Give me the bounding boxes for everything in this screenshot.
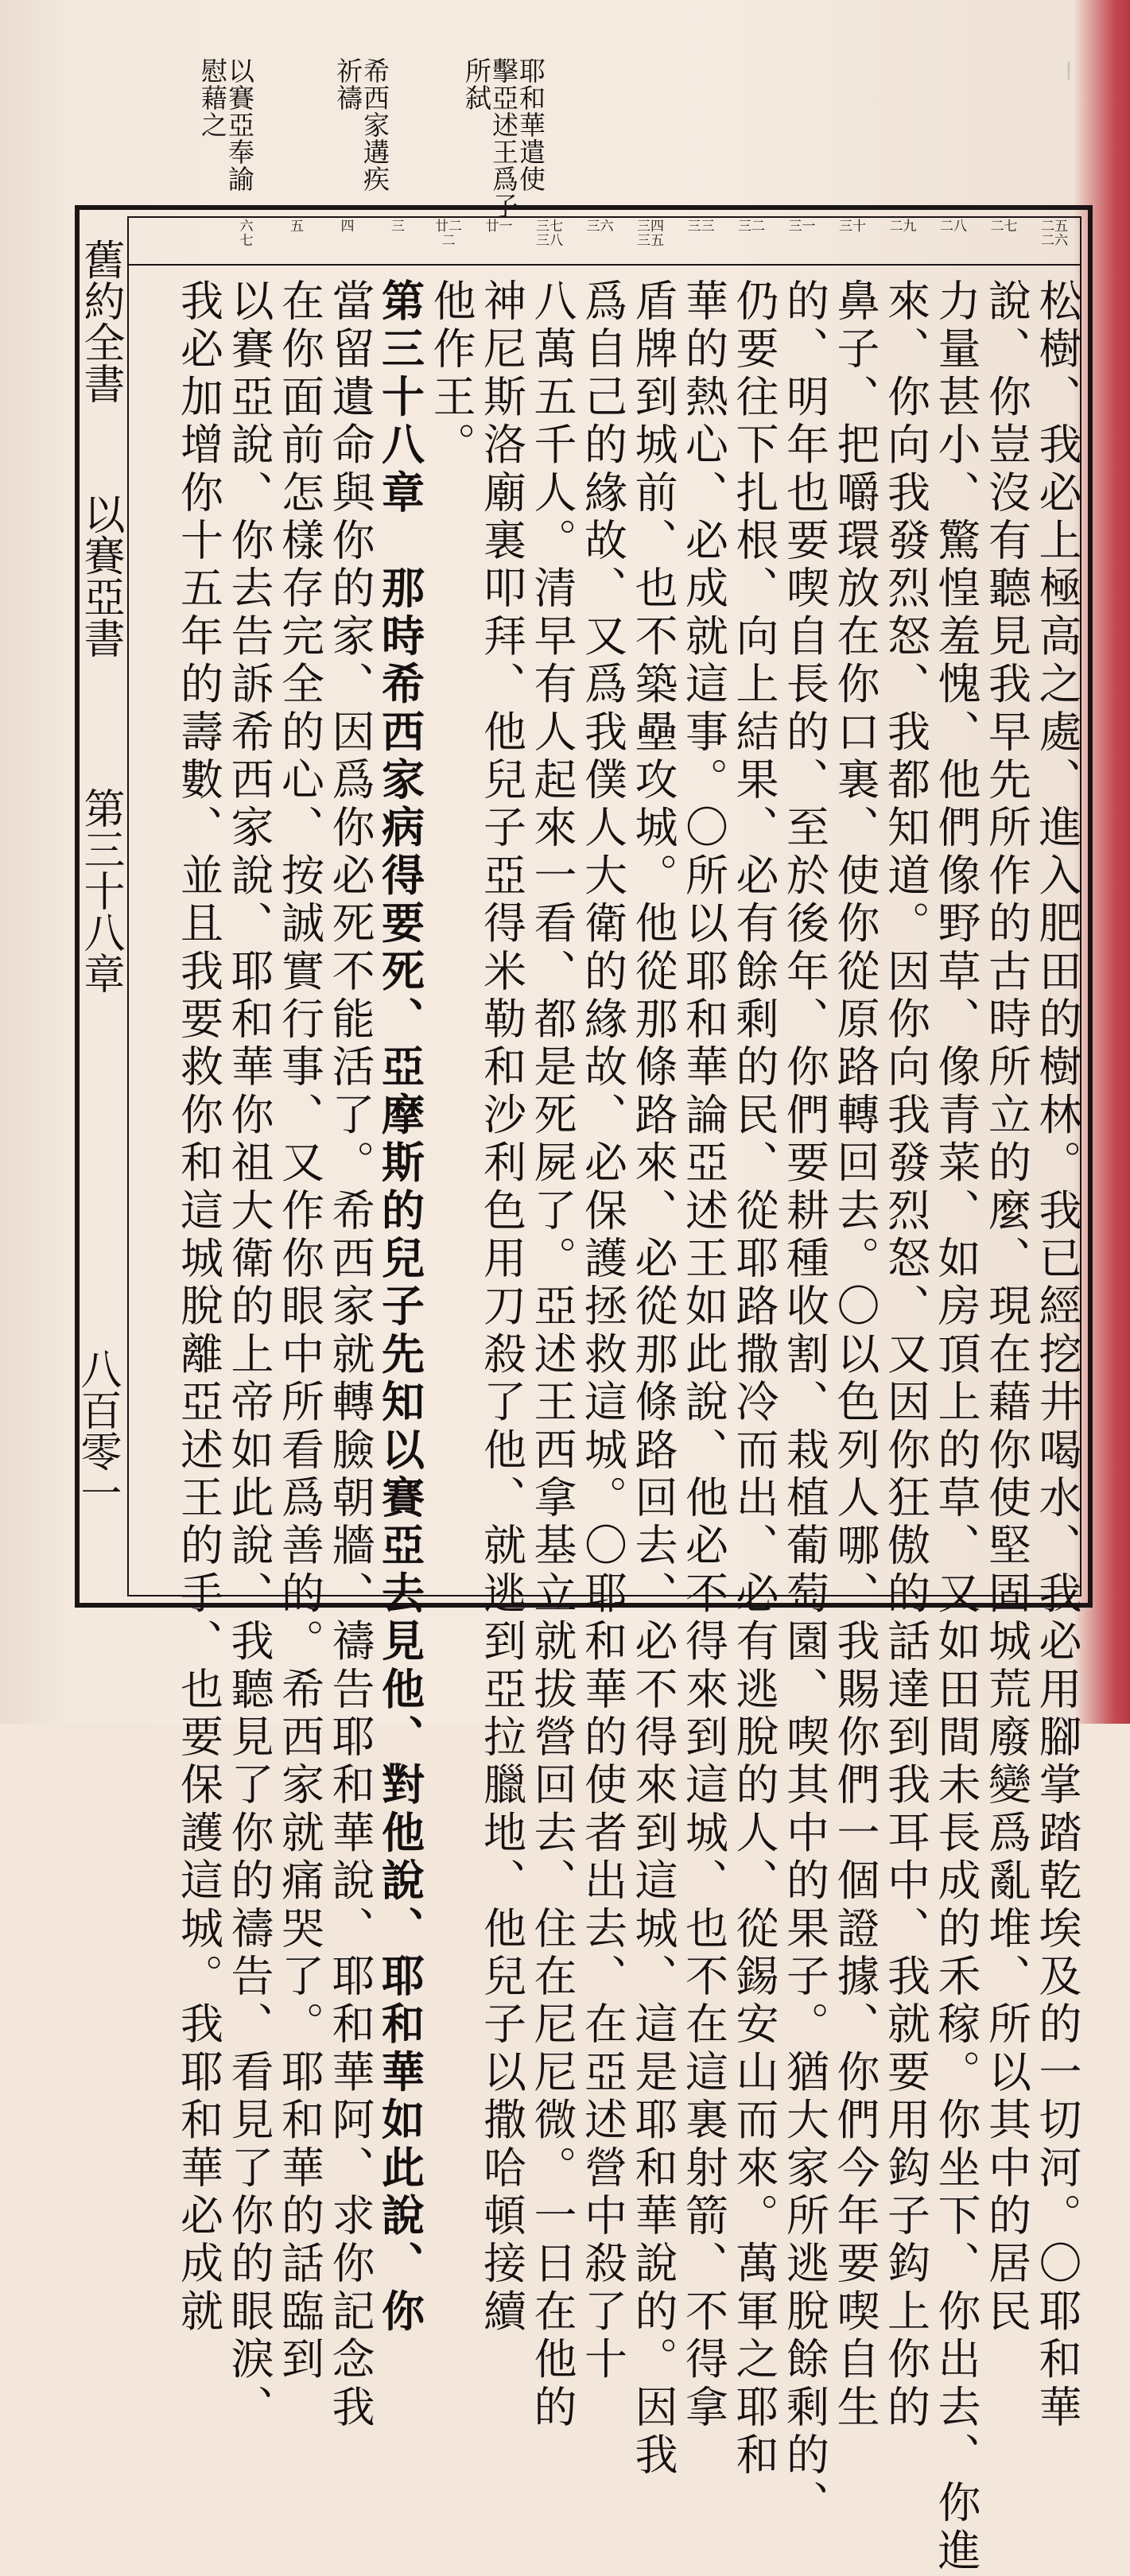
text-column: 以賽亞說、你去告訴希西家說、耶和華你祖大衛的上帝如此說、我聽見了你的禱告、看見了你的眼淚、 <box>224 278 274 2432</box>
verse-number: 二五 二六 <box>1041 219 1068 249</box>
text-column: 第三十八章 那時希西家病得要死、亞摩斯的兒子先知以賽亞去見他、對他說、耶和華如此說、你 <box>375 278 426 2337</box>
text-column: 爲自己的緣故、又爲我僕人大衛的緣故、必保護拯救這城。〇耶和華的使者出去、在亞述營中殺了十 <box>577 278 628 2384</box>
verse-number: 三四 三五 <box>637 219 664 249</box>
verse-number: 二七 <box>990 219 1018 235</box>
text-column: 在你面前怎樣存完全的心、按誠實行事、又作你眼中所看爲善的。希西家就痛哭了。耶和華的話臨到 <box>274 278 325 2384</box>
text-column: 松樹、我必上極高之處、進入肥田的樹林。我已經挖井喝水、我必用腳掌踏乾埃及的一切河。〇耶和華 <box>1032 278 1082 2432</box>
text-column: 八萬五千人。清早有人起來一看、都是死屍了。亞述王西拿基立就拔營回去、住在尼尼微。一日在他的 <box>527 278 577 2432</box>
text-column: 盾牌到城前、也不築壘攻城。他從那條路來、必從那條路回去、必不得來到這城、這是耶和華說的。因我 <box>628 278 678 2481</box>
verse-number: 三 <box>391 219 405 235</box>
verse-number: 五 <box>290 219 304 235</box>
chapter-title: 第三十八章 <box>76 787 124 994</box>
text-column: 華的熱心、必成就這事。〇所以耶和華論亞述王如此說、他必不得來到這城、也不在這裏射箭、不得拿 <box>678 278 729 2432</box>
text-column: 他作王。 <box>426 278 476 470</box>
verse-number: 三二 <box>738 219 765 235</box>
verse-number: 三十 <box>839 219 866 235</box>
bleed-through-text: ǀ <box>1054 57 1083 86</box>
side-note: 以賽亞奉諭 慰藉之 <box>197 57 255 192</box>
page-number: 八百零一 <box>73 1348 121 1513</box>
verse-number: 二九 <box>889 219 917 235</box>
text-column: 來、你向我發烈怒、我都知道。因你向我發烈怒、又因你狂傲的話達到我耳中、我就要用鈎子鈎上你的 <box>880 278 931 2432</box>
verse-number: 四 <box>340 219 355 235</box>
verse-number: 三一 <box>788 219 816 235</box>
side-note: 希西家遘疾 祈禱 <box>332 57 390 192</box>
text-column: 鼻子、把嚼環放在你口裏、使你從原路轉回去。〇以色列人哪、我賜你們一個證據、你們今年要喫自生 <box>830 278 880 2432</box>
side-note: 耶和華遣使 擊亞述王爲子 所弑 <box>461 57 546 219</box>
verse-number: 廿二 二 <box>435 219 462 249</box>
book-title: 舊約全書 <box>76 239 124 404</box>
text-column: 仍要往下扎根、向上結果、必有餘剩的民、從耶路撒冷而出、必有逃脫的人、從錫安山而來。萬軍之耶和 <box>729 278 779 2481</box>
verse-number: 六 七 <box>239 219 254 249</box>
text-column: 我必加增你十五年的壽數、並且我要救你和這城脫離亞述王的手、也要保護這城。我耶和華必成就 <box>173 278 224 2337</box>
text-column: 力量甚小、驚惶羞愧、他們像野草、像青菜、如房頂上的草、又如田間未長成的禾稼。你坐下、你出去、你進 <box>931 278 981 2576</box>
verse-number-rule <box>127 264 1081 266</box>
text-column: 神尼斯洛廟裏叩拜、他兒子亞得米勒和沙利色用刀殺了他、就逃到亞拉臘地、他兒子以撒哈頓接續 <box>476 278 527 2337</box>
section-title: 以賽亞書 <box>76 493 124 658</box>
text-column: 說、你豈沒有聽見我早先所作的古時所立的麼、現在藉你使堅固城荒廢變爲亂堆、所以其中的居民 <box>981 278 1032 2337</box>
text-column: 的、明年也要喫自長的、至於後年、你們要耕種收割、栽植葡萄園、喫其中的果子。猶大家所逃脫餘剩的、 <box>779 278 830 2528</box>
verse-number: 三三 <box>687 219 715 235</box>
verse-number: 三七 三八 <box>536 219 563 249</box>
verse-number: 二八 <box>940 219 967 235</box>
verse-number: 三六 <box>586 219 614 235</box>
text-column: 當留遺命與你的家、因爲你必死不能活了。希西家就轉臉朝牆、禱告耶和華說、耶和華阿、求你記念我 <box>325 278 375 2432</box>
verse-number: 廿一 <box>485 219 513 235</box>
